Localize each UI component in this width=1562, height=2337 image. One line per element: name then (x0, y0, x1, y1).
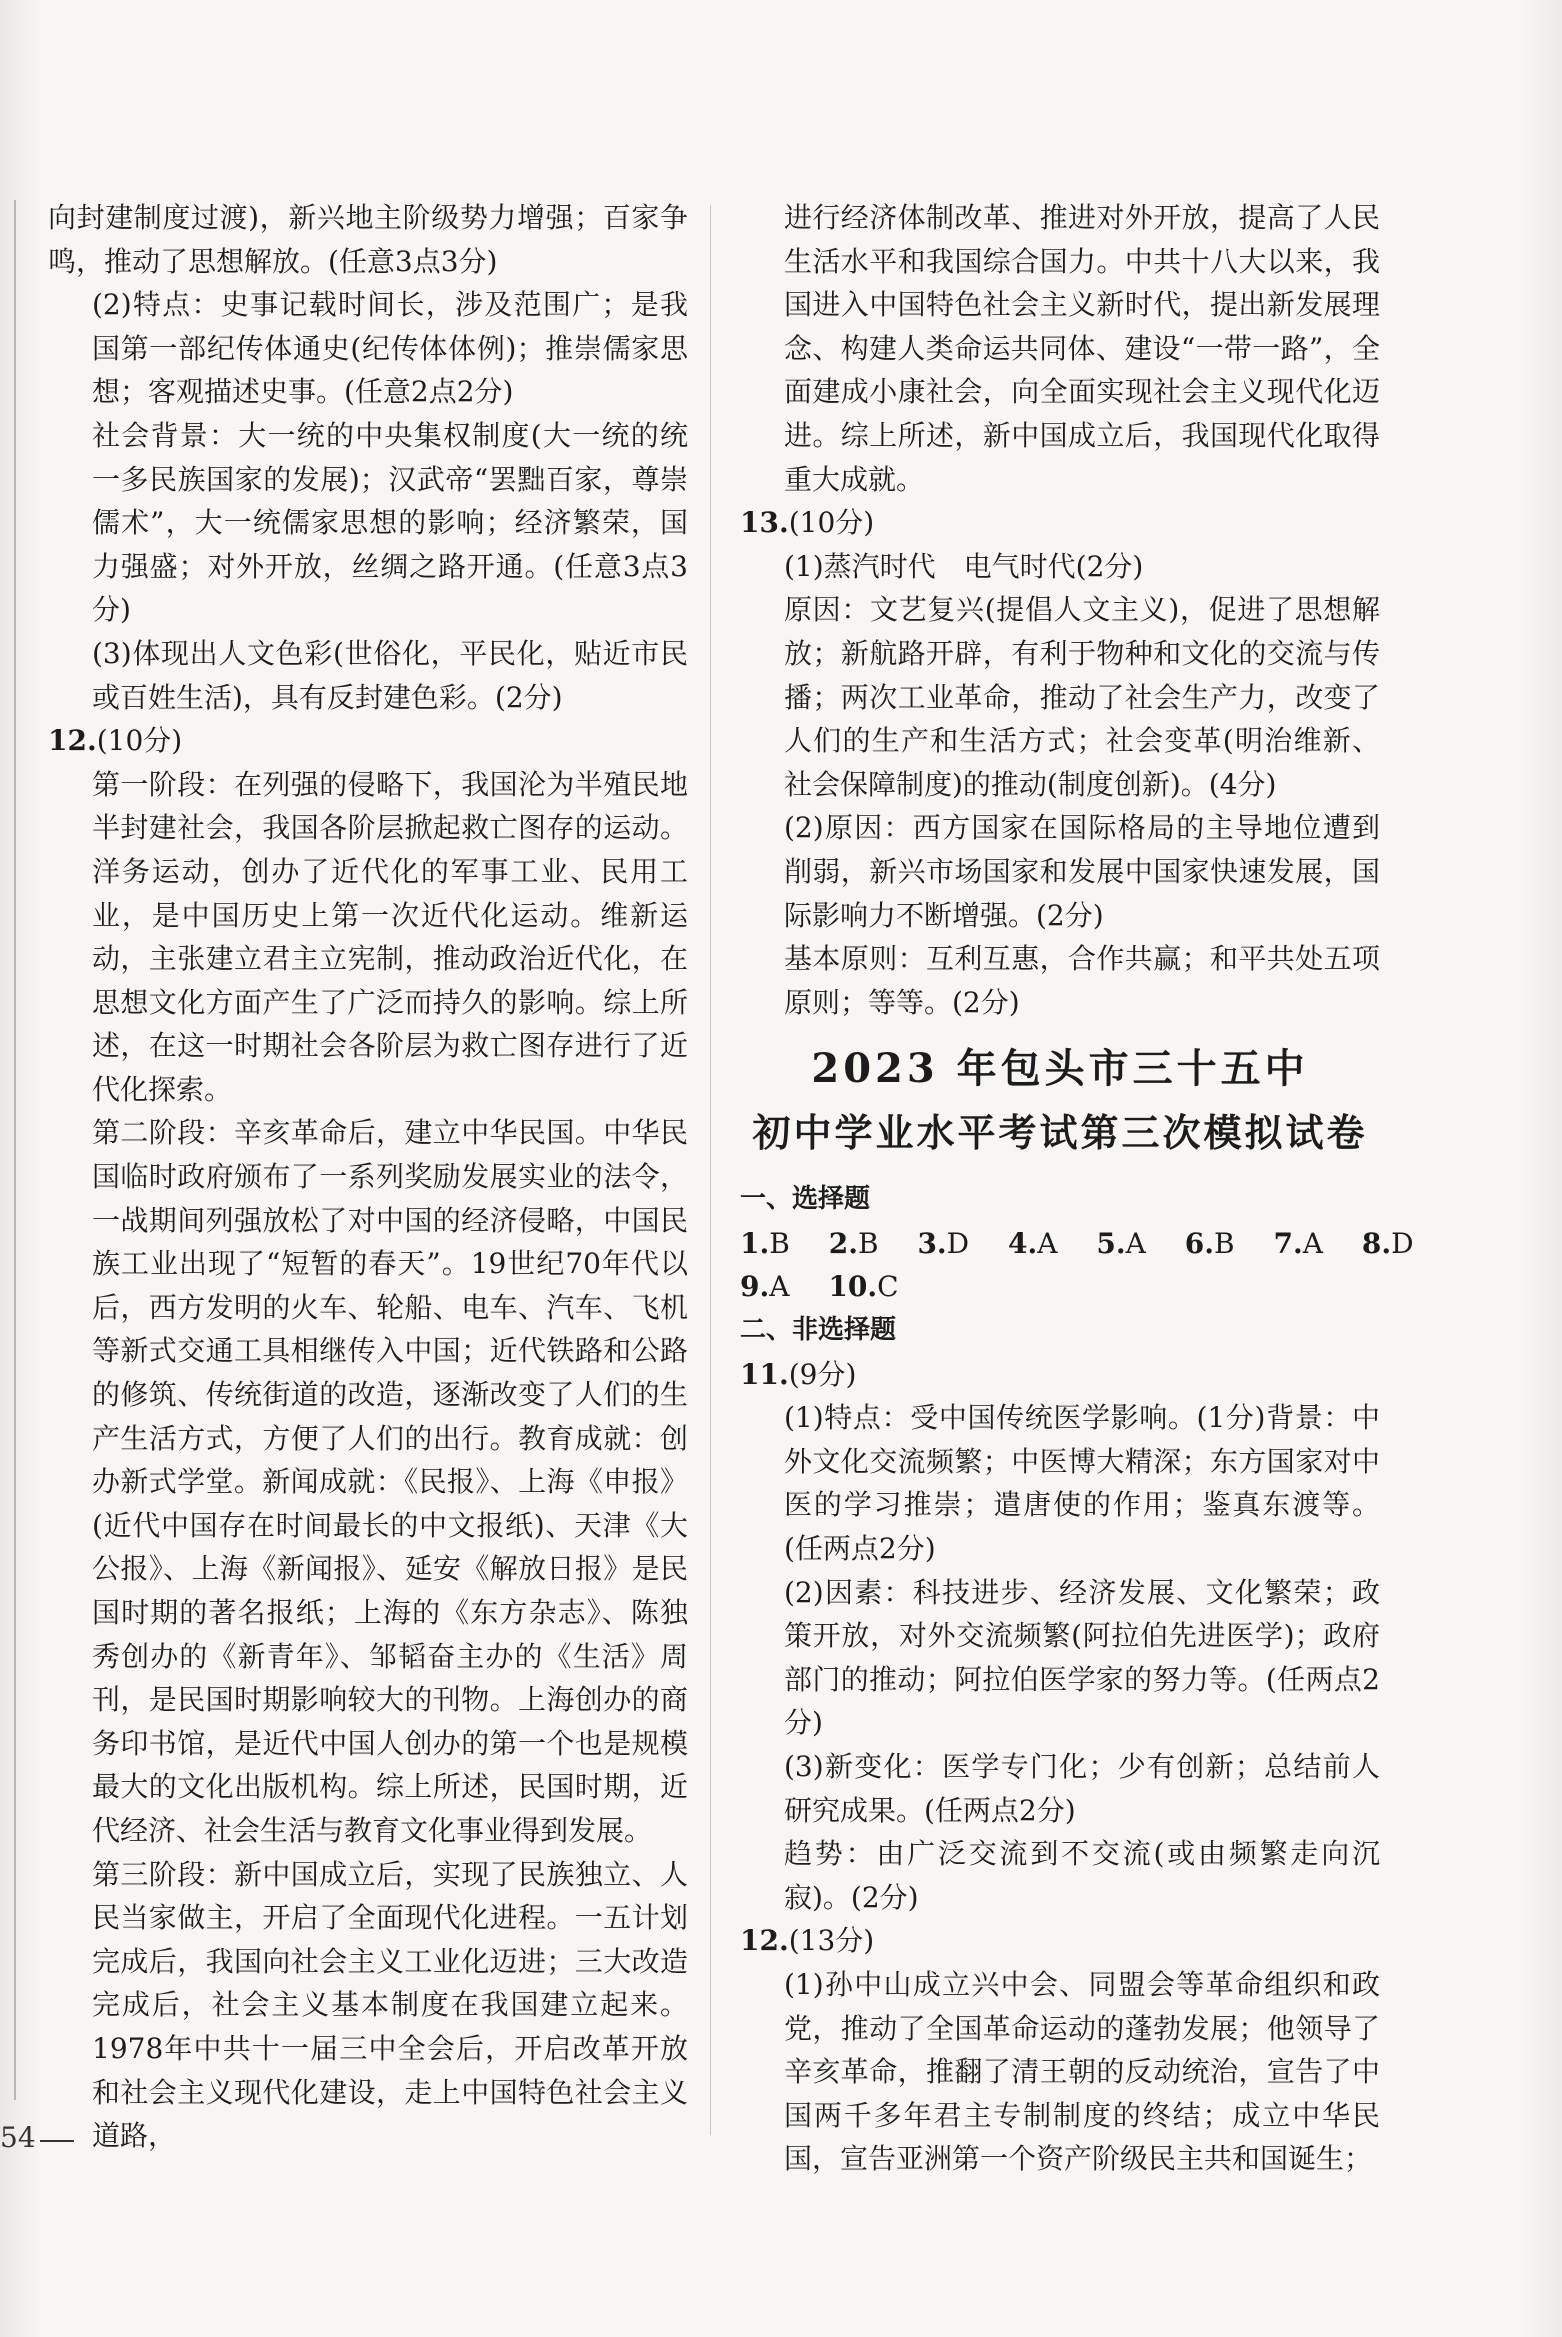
answer-paragraph: 第二阶段：辛亥革命后，建立中华民国。中华民国临时政府颁布了一系列奖励发展实业的法令，一战期间列强放松了对中国的经济侵略，中国民族工业出现了“短暂的春天”。19世纪70年代以后，西方发明的火车、轮船、电车、汽车、飞机等新式交通工具相继传入中国；近代铁路和公路的修筑、传统街道的改造，逐渐改变了人们的生产生活方式，方便了人们的出行。教育成就：创办新式学堂。新闻成就：《民报》、上海《申报》(近代中国存在时间最长的中文报纸)、天津《大公报》、上海《新闻报》、延安《解放日报》是民国时期的著名报纸；上海的《东方杂志》、陈独秀创办的《新青年》、邹韬奋主办的《生活》周刊，是民国时期影响较大的刊物。上海创办的商务印书馆，是近代中国人创办的第一个也是规模最大的文化出版机构。综上所述，民国时期，近代经济、社会生活与教育文化事业得到发展。 (92, 1116, 688, 1847)
question-points: (13分) (788, 1924, 875, 1958)
answer-paragraph: (3)新变化：医学专门化；少有创新；总结前人研究成果。(任两点2分) (784, 1750, 1380, 1827)
question-points: (10分) (788, 506, 875, 540)
answer-key-item: 7.A (1273, 1226, 1323, 1260)
exam-title: 2023 年包头市三十五中 (811, 1045, 1309, 1093)
exam-subtitle: 初中学业水平考试第三次模拟试卷 (752, 1110, 1368, 1156)
question-header (48, 719, 688, 763)
answer-key-row (740, 1222, 1414, 1266)
answer-key-row (740, 1265, 1380, 1309)
answer-paragraph: (2)特点：史事记载时间长，涉及范围广；是我国第一部纪传体通史(纪传体体例)；推崇儒家思想；客观描述史事。(任意2点2分) (92, 288, 688, 409)
question-number: 12. (48, 724, 97, 758)
answer-key-item: 1.B (740, 1226, 790, 1260)
question-header (740, 1919, 1380, 1963)
right-column (740, 196, 1414, 2181)
page-number-rule (40, 2140, 74, 2142)
question-number: 12. (740, 1924, 789, 1958)
question-number: 13. (740, 506, 789, 540)
section-heading: 二、非选择题 (740, 1315, 897, 1346)
question-number: 11. (740, 1357, 789, 1391)
answer-key-item: 10.C (828, 1270, 899, 1304)
answer-paragraph: (1)蒸汽时代 电气时代(2分) (784, 549, 1144, 583)
answer-key-item: 3.D (917, 1226, 970, 1260)
answer-key-item: 9.A (740, 1270, 790, 1304)
answer-paragraph: (2)原因：西方国家在国际格局的主导地位遭到削弱，新兴市场国家和发展中国家快速发展，国际影响力不断增强。(2分) (784, 811, 1380, 932)
answer-paragraph: 向封建制度过渡)，新兴地主阶级势力增强；百家争鸣，推动了思想解放。(任意3点3分) (48, 201, 688, 278)
column-divider (710, 205, 711, 2135)
answer-paragraph: 第一阶段：在列强的侵略下，我国沦为半殖民地半封建社会，我国各阶层掀起救亡图存的运动。洋务运动，创办了近代化的军事工业、民用工业，是中国历史上第一次近代化运动。维新运动，主张建立君主立宪制，推动政治近代化，在思想文化方面产生了广泛而持久的影响。综上所述，在这一时期社会各阶层为救亡图存进行了近代化探索。 (92, 767, 688, 1106)
answer-paragraph: 第三阶段：新中国成立后，实现了民族独立、人民当家做主，开启了全面现代化进程。一五计划完成后，我国向社会主义工业化迈进；三大改造完成后，社会主义基本制度在我国建立起来。1978年中共十一届三中全会后，开启改革开放和社会主义现代化建设，走上中国特色社会主义道路， (92, 1857, 688, 2153)
question-points: (9分) (788, 1357, 857, 1391)
binding-edge (14, 200, 16, 2100)
answer-paragraph: (1)特点：受中国传统医学影响。(1分)背景：中外文化交流频繁；中医博大精深；东方国家对中医的学习推崇；遣唐使的作用；鉴真东渡等。(任两点2分) (784, 1401, 1380, 1566)
left-column (48, 196, 688, 2158)
page-number: 54 (0, 2121, 36, 2154)
answer-paragraph: 原因：文艺复兴(提倡人文主义)，促进了思想解放；新航路开辟，有利于物种和文化的交流与传播；两次工业革命，推动了社会生产力，改变了人们的生产和生活方式；社会变革(明治维新、社会保障制度)的推动(制度创新)。(4分) (784, 593, 1380, 801)
answer-key-item: 2.B (828, 1226, 879, 1260)
answer-paragraph: 趋势：由广泛交流到不交流(或由频繁走向沉寂)。(2分) (784, 1837, 1380, 1914)
question-header (740, 501, 1380, 545)
answer-paragraph: 社会背景：大一统的中央集权制度(大一统的统一多民族国家的发展)；汉武帝“罢黜百家，尊崇儒术”，大一统儒家思想的影响；经济繁荣，国力强盛；对外开放，丝绸之路开通。(任意3点3分) (92, 418, 688, 627)
section-heading: 一、选择题 (740, 1184, 871, 1215)
question-points: (10分) (96, 724, 183, 758)
answer-key-item: 5.A (1096, 1226, 1146, 1260)
answer-paragraph: (1)孙中山成立兴中会、同盟会等革命组织和政党，推动了全国革命运动的蓬勃发展；他领导了辛亥革命，推翻了清王朝的反动统治，宣告了中国两千多年君主专制制度的终结；成立中华民国，宣告亚洲第一个资产阶级民主共和国诞生； (784, 1967, 1380, 2176)
answer-key-item: 6.B (1184, 1226, 1235, 1260)
answer-paragraph: 进行经济体制改革、推进对外开放，提高了人民生活水平和我国综合国力。中共十八大以来，我国进入中国特色社会主义新时代，提出新发展理念、构建人类命运共同体、建设“一带一路”，全面建成小康社会，向全面实现社会主义现代化迈进。综上所述，新中国成立后，我国现代化取得重大成就。 (784, 201, 1380, 496)
question-header (740, 1353, 1380, 1397)
answer-key-item: 4.A (1008, 1226, 1058, 1260)
answer-paragraph: (2)因素：科技进步、经济发展、文化繁荣；政策开放，对外交流频繁(阿拉伯先进医学)；政府部门的推动；阿拉伯医学家的努力等。(任两点2分) (784, 1575, 1380, 1740)
answer-paragraph: 基本原则：互利互惠，合作共赢；和平共处五项原则；等等。(2分) (784, 942, 1380, 1019)
answer-key-item: 8.D (1361, 1226, 1414, 1260)
answer-paragraph: (3)体现出人文色彩(世俗化，平民化，贴近市民或百姓生活)，具有反封建色彩。(2分) (92, 636, 688, 714)
